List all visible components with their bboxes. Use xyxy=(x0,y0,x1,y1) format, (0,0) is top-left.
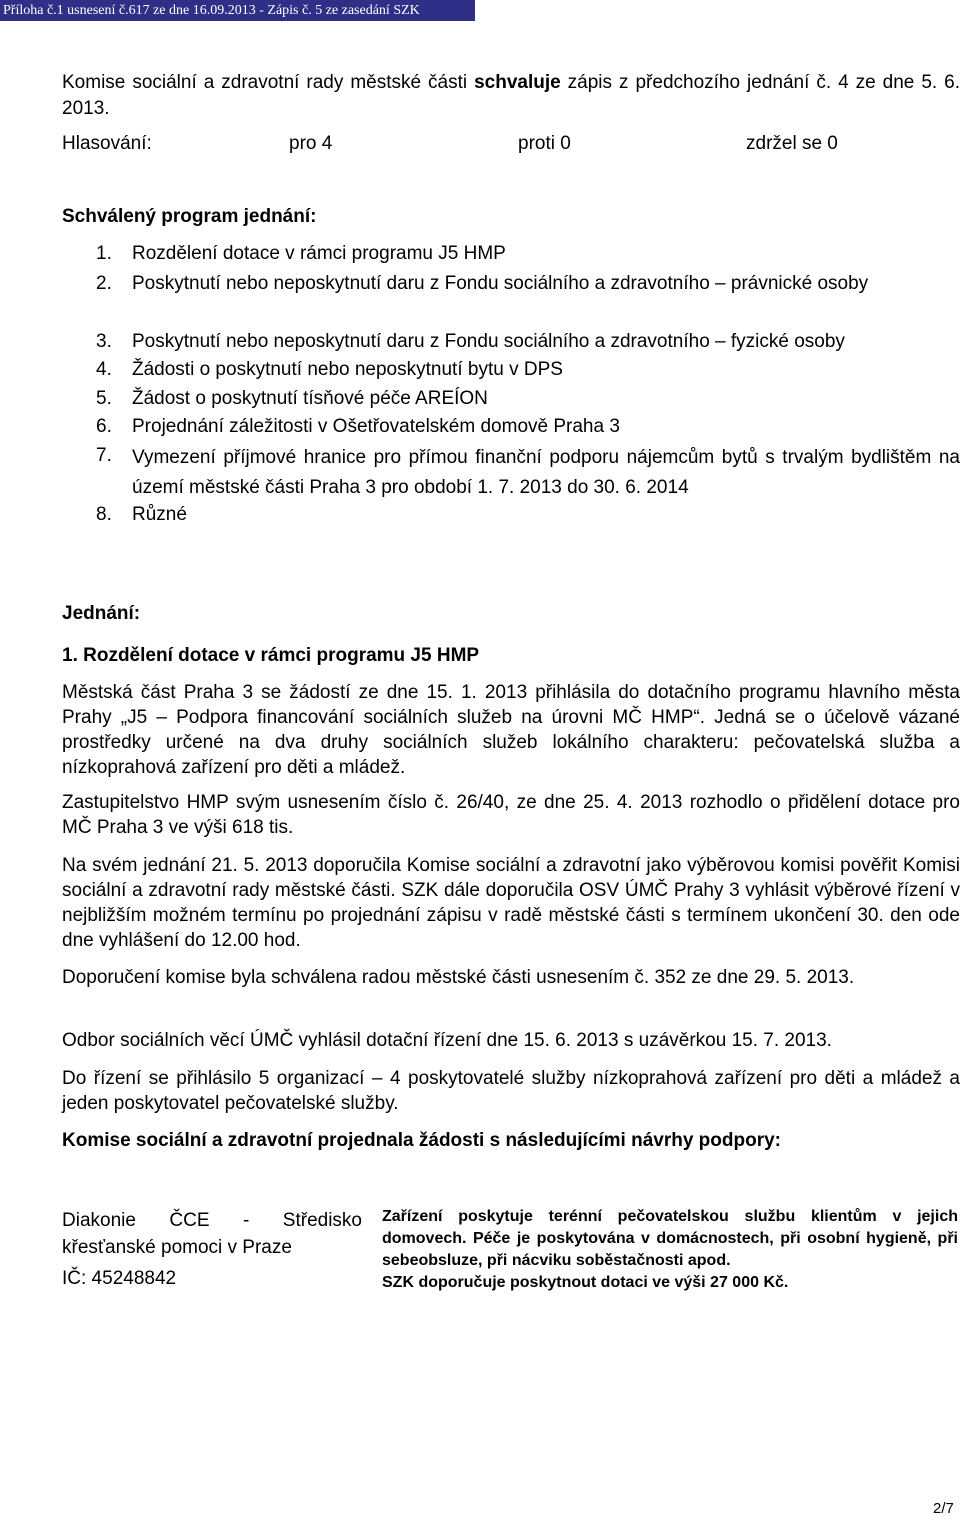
vote-zdrzel: zdržel se 0 xyxy=(746,133,838,154)
applicant-recommendation: SZK doporučuje poskytnout dotaci ve výši 27 000 Kč. xyxy=(382,1274,789,1291)
program-item xyxy=(96,271,960,296)
program-item-number: 7. xyxy=(96,445,112,466)
intro-after: zápis z předchozího jednání č. 4 ze dne 5. 6. 2013. xyxy=(62,72,960,119)
program-heading: Schválený program jednání: xyxy=(62,206,317,227)
program-item-number: 5. xyxy=(96,388,112,409)
jednani-paragraph: Zastupitelstvo HMP svým usnesením číslo č. 26/40, ze dne 25. 4. 2013 rozhodlo o přidělení dotace pro MČ Praha 3 ve výši 618 tis. xyxy=(62,792,960,838)
jednani-paragraph: Městská část Praha 3 se žádostí ze dne 15. 1. 2013 přihlásila do dotačního programu hlavního města Prahy „J5 – Podpora financování sociálních služeb na úrovni MČ HMP“. Jedná se o účelově vázané prostředky určené na dva druhy sociálních služeb lokálního charakteru: pečovatelská služba a nízkoprahová zařízení pro děti a mládež. xyxy=(62,682,960,778)
program-item-number: 3. xyxy=(96,331,112,352)
program-item-text: Projednání záležitosti v Ošetřovatelském domově Praha 3 xyxy=(132,416,620,437)
jednani-paragraph: Do řízení se přihlásilo 5 organizací – 4 poskytovatelé služby nízkoprahová zařízení pro děti a mládež a jeden poskytovatel pečovatelské služby. xyxy=(62,1068,960,1114)
program-item xyxy=(96,386,960,411)
program-item xyxy=(96,443,960,503)
program-item-number: 1. xyxy=(96,243,112,264)
support-proposals-heading: Komise sociální a zdravotní projednala žádosti s následujícími návrhy podpory: xyxy=(62,1130,782,1151)
intro-bold: schvaluje xyxy=(474,72,561,93)
program-item-text: Poskytnutí nebo neposkytnutí daru z Fondu sociálního a zdravotního – fyzické osoby xyxy=(132,331,845,352)
intro-before: Komise sociální a zdravotní rady městské části xyxy=(62,72,475,93)
program-item xyxy=(96,241,960,266)
document-header: Příloha č.1 usnesení č.617 ze dne 16.09.2013 - Zápis č. 5 ze zasedání SZK xyxy=(0,0,475,21)
jednani-paragraph: Na svém jednání 21. 5. 2013 doporučila Komise sociální a zdravotní jako výběrovou komisi pověřit Komisi sociální a zdravotní rady městské části. SZK dále doporučila OSV ÚMČ Prahy 3 vyhlásit výběrové řízení v nejbližším možném termínu po projednání zápisu v radě městské části s termínem ukončení 30. den ode dne vyhlášení do 12.00 hod. xyxy=(62,855,960,951)
program-item-text: Rozdělení dotace v rámci programu J5 HMP xyxy=(132,243,506,264)
program-item-text: Různé xyxy=(132,504,187,525)
vote-proti: proti 0 xyxy=(518,133,571,154)
program-item-number: 6. xyxy=(96,416,112,437)
jednani-paragraph: Doporučení komise byla schválena radou městské části usnesením č. 352 ze dne 29. 5. 2013. xyxy=(62,967,855,988)
applicant-ic: IČ: 45248842 xyxy=(62,1268,177,1289)
jednani-subheading: 1. Rozdělení dotace v rámci programu J5 HMP xyxy=(62,645,480,666)
vote-label: Hlasování: xyxy=(62,133,152,154)
page-number: 2/7 xyxy=(933,1500,954,1517)
program-item xyxy=(96,414,960,439)
program-item xyxy=(96,502,960,527)
program-item-number: 4. xyxy=(96,359,112,380)
program-item-number: 8. xyxy=(96,504,112,525)
program-item-text: Žádost o poskytnutí tísňové péče AREÍON xyxy=(132,388,488,409)
jednani-heading: Jednání: xyxy=(62,603,141,624)
jednani-paragraph: Odbor sociálních věcí ÚMČ vyhlásil dotační řízení dne 15. 6. 2013 s uzávěrkou 15. 7. 2013. xyxy=(62,1030,832,1051)
applicant-description: Zařízení poskytuje terénní pečovatelskou službu klientům v jejich domovech. Péče je poskytována v domácnostech, při osobní hygieně, při sebeobsluze, při nácviku soběstačnosti apod. xyxy=(382,1208,958,1269)
program-item-text: Žádosti o poskytnutí nebo neposkytnutí bytu v DPS xyxy=(132,359,563,380)
applicant-info xyxy=(62,1207,362,1292)
intro-paragraph xyxy=(62,70,960,121)
program-item-number: 2. xyxy=(96,273,112,294)
program-item xyxy=(96,329,960,354)
applicant-assessment xyxy=(382,1206,958,1294)
program-item xyxy=(96,357,960,382)
vote-pro: pro 4 xyxy=(289,133,333,154)
program-item-text: Vymezení příjmové hranice pro přímou finanční podporu nájemcům bytů s trvalým bydlištěm na území městské části Praha 3 pro období 1. 7. 2013 do 30. 6. 2014 xyxy=(132,447,960,498)
applicant-name: Diakonie ČCE - Středisko křesťanské pomoci v Praze xyxy=(62,1210,362,1258)
program-item-text: Poskytnutí nebo neposkytnutí daru z Fondu sociálního a zdravotního – právnické osoby xyxy=(132,273,869,294)
